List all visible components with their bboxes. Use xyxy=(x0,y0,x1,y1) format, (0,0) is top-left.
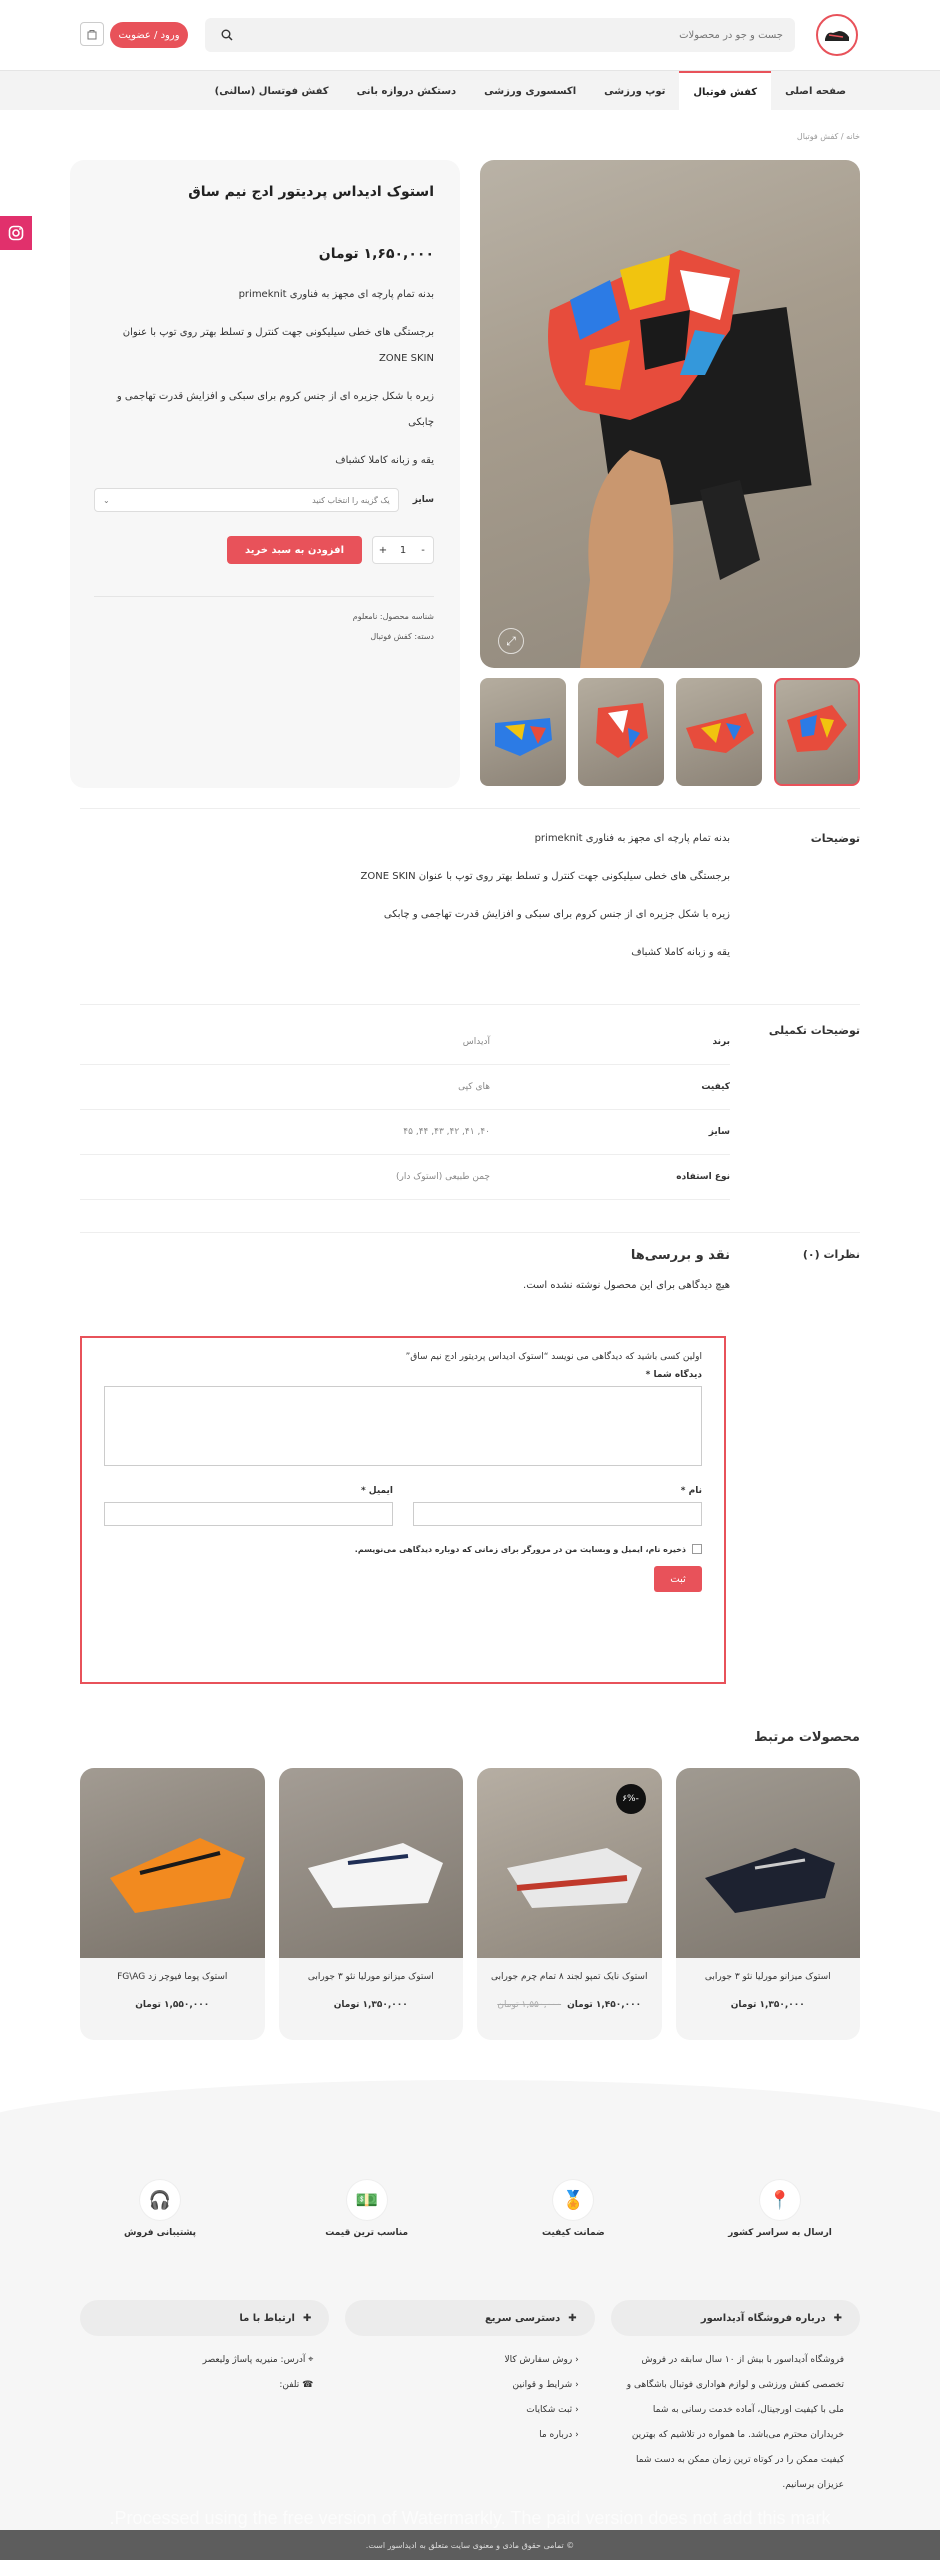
product-card-price: ۱,۳۵۰,۰۰۰ تومان xyxy=(333,2000,408,2010)
feature-line: بدنه تمام پارچه ای مجهز به فناوری primeknit xyxy=(238,289,434,300)
nav-item-futsal[interactable]: کفش فوتسال (سالنی) xyxy=(214,85,329,97)
footer-heading-text: درباره فروشگاه آدیداسور xyxy=(700,2312,826,2324)
feature-line: برجستگی های خطی سیلیکونی جهت کنترل و تسلط بهتر روی توپ با عنوان ZONE SKIN xyxy=(122,327,434,364)
location-icon: 📍 xyxy=(760,2180,800,2220)
product-card-price: ۱,۵۵۰,۰۰۰ تومان xyxy=(135,2000,210,2010)
attr-value: آدیداس xyxy=(462,1037,490,1047)
thumbnail-strip xyxy=(480,678,860,788)
main-nav xyxy=(0,70,940,110)
feature-item xyxy=(700,2180,860,2238)
contact-phone-text: تلفن: xyxy=(279,2380,300,2390)
product-main-image[interactable] xyxy=(480,160,860,668)
footer-heading xyxy=(80,2300,329,2336)
attr-value: های کپی xyxy=(458,1082,490,1092)
product-sku: شناسه محصول: نامعلوم xyxy=(352,612,434,621)
name-label: نام * xyxy=(680,1486,702,1496)
footer-about-text: فروشگاه آدیداسور با بیش از ۱۰ سال سابقه در فروش تخصصی کفش ورزشی و لوازم هواداری فوتبال باشگاهی و ملی با کیفیت اورجینال، آماده خدمت رسانی به شما خریداران محترم می‌باشد. ما همواره در تلاشیم که بهترین کیفیت ممکن را در کوتاه ترین زمان ممکن به دست شما عزیزان برسانیم. xyxy=(626,2355,844,2490)
product-meta xyxy=(94,596,434,647)
comment-textarea[interactable] xyxy=(104,1386,702,1466)
product-card-name[interactable]: استوک میزانو مورلیا نئو ۳ جورابی xyxy=(307,1972,434,1982)
instagram-icon[interactable] xyxy=(0,216,32,250)
footer-about xyxy=(611,2300,860,2510)
nav-item-gloves[interactable]: دستکش دروازه بانی xyxy=(356,85,457,97)
chevron-left-icon: ‹ xyxy=(572,2380,579,2390)
quantity-stepper[interactable] xyxy=(372,536,434,564)
tab-reviews[interactable]: نظرات (۰) xyxy=(802,1248,860,1261)
footer-columns xyxy=(80,2300,860,2510)
save-info-checkbox[interactable] xyxy=(692,1544,702,1554)
feature-title: مناسب ترین قیمت xyxy=(325,2228,409,2238)
attr-key: کیفیت xyxy=(701,1082,730,1092)
footer-heading xyxy=(345,2300,594,2336)
product-card[interactable] xyxy=(477,1768,662,2040)
product-card-image[interactable] xyxy=(80,1768,265,1958)
quick-link[interactable] xyxy=(361,2398,578,2423)
product-card[interactable] xyxy=(676,1768,861,2040)
size-select[interactable] xyxy=(94,488,399,512)
table-row xyxy=(80,1155,730,1200)
name-input[interactable] xyxy=(413,1502,702,1526)
submit-review-button[interactable]: ثبت xyxy=(654,1566,702,1592)
reviews-title: نقد و بررسی‌ها xyxy=(630,1248,730,1263)
nav-item-accessories[interactable]: اکسسوری ورزشی xyxy=(484,85,577,97)
review-note: اولین کسی باشید که دیدگاهی می نویسد “استوک ادیداس پردیتور ادج نیم ساق” xyxy=(405,1352,702,1362)
login-button[interactable]: ورود / عضویت xyxy=(110,22,188,48)
review-fields-row xyxy=(104,1486,702,1526)
feature-item xyxy=(287,2180,447,2238)
zoom-icon[interactable]: ⤢ xyxy=(498,628,524,654)
name-field-col xyxy=(413,1486,702,1526)
size-row xyxy=(94,488,434,512)
chevron-left-icon: ‹ xyxy=(572,2430,579,2440)
plus-icon: ✚ xyxy=(302,2312,312,2324)
tab-description[interactable]: توضیحات xyxy=(810,832,860,845)
footer-contact xyxy=(80,2300,329,2510)
table-row xyxy=(80,1020,730,1065)
attr-key: سایز xyxy=(708,1127,730,1137)
description-content xyxy=(210,820,730,972)
header xyxy=(0,0,940,70)
feature-title: ضمانت کیفیت xyxy=(541,2228,605,2238)
thumbnail[interactable] xyxy=(676,678,762,786)
attr-value: ۴۰, ۴۱, ۴۲, ۴۳, ۴۴, ۴۵ xyxy=(403,1127,490,1137)
contact-address-text: آدرس: منیریه پاساژ ولیعصر xyxy=(202,2355,306,2365)
product-card-price xyxy=(477,2000,662,2010)
qty-minus-button[interactable]: - xyxy=(421,544,425,556)
table-row xyxy=(80,1065,730,1110)
product-card-name[interactable]: استوک میزانو مورلیا نئو ۳ جورابی xyxy=(704,1972,831,1982)
chevron-left-icon: ‹ xyxy=(572,2355,579,2365)
feature-line: یقه و زبانه کاملا کشباف xyxy=(631,947,730,958)
footer-heading-text: دسترسی سریع xyxy=(484,2312,561,2324)
wallet-icon: 💵 xyxy=(347,2180,387,2220)
size-select-value: یک گزینه را انتخاب کنید xyxy=(312,495,390,505)
contact-list xyxy=(80,2336,329,2410)
tab-additional[interactable]: توضیحات تکمیلی xyxy=(768,1024,860,1037)
save-info-row xyxy=(104,1544,702,1554)
product-card-image[interactable] xyxy=(279,1768,464,1958)
thumbnail[interactable] xyxy=(774,678,860,786)
quick-link-text[interactable]: روش سفارش کالا xyxy=(504,2355,573,2365)
quick-link-text[interactable]: ثبت شکایات xyxy=(526,2405,573,2415)
medal-icon: 🏅 xyxy=(553,2180,593,2220)
nav-item-home[interactable]: صفحه اصلی xyxy=(785,85,846,97)
table-row xyxy=(80,1110,730,1155)
price-old: ۱,۵۵۰,۰۰۰ تومان xyxy=(497,2000,562,2010)
quick-links-list xyxy=(345,2336,594,2460)
phone-icon: ☎ xyxy=(299,2380,314,2390)
search-input[interactable] xyxy=(237,30,783,41)
map-pin-icon: ⌖ xyxy=(305,2355,314,2365)
size-label: سایز xyxy=(412,495,434,505)
divider xyxy=(80,808,860,809)
save-info-label: ذخیره نام، ایمیل و وبسایت من در مرورگر برای زمانی که دوباره دیدگاهی می‌نویسم. xyxy=(354,1544,686,1554)
product-category[interactable]: دسته: کفش فوتبال xyxy=(370,632,434,641)
reviews-empty-text: هیچ دیدگاهی برای این محصول نوشته نشده است. xyxy=(523,1280,730,1291)
feature-strip xyxy=(80,2180,860,2238)
divider xyxy=(80,1004,860,1005)
attr-key: نوع استفاده xyxy=(676,1172,730,1182)
attributes-table xyxy=(80,1020,730,1200)
plus-icon: ✚ xyxy=(833,2312,842,2324)
thumbnail[interactable] xyxy=(480,678,566,786)
product-card[interactable] xyxy=(80,1768,265,2040)
feature-line: زیره با شکل جزیره ای از جنس کروم برای سبکی و افزایش قدرت تهاجمی و چابکی xyxy=(116,391,434,428)
quick-link[interactable] xyxy=(361,2348,578,2373)
qty-value[interactable]: 1 xyxy=(399,544,407,556)
cart-icon[interactable] xyxy=(80,22,104,46)
contact-phone xyxy=(96,2373,313,2398)
search-bar xyxy=(205,18,795,52)
feature-line: زیره با شکل جزیره ای از جنس کروم برای سبکی و افزایش قدرت تهاجمی و چابکی xyxy=(383,909,730,920)
quick-link-text[interactable]: درباره ما xyxy=(539,2430,573,2440)
email-input[interactable] xyxy=(104,1502,393,1526)
review-form xyxy=(80,1336,726,1684)
product-title: استوک ادیداس پردیتور ادج نیم ساق xyxy=(188,184,434,200)
product-short-description xyxy=(96,282,434,474)
feature-title: ارسال به سراسر کشور xyxy=(728,2228,832,2238)
contact-address xyxy=(96,2348,313,2373)
support-icon: 🎧 xyxy=(140,2180,180,2220)
product-price: ۱,۶۵۰,۰۰۰ تومان xyxy=(318,246,434,262)
nav-item-football-shoes[interactable]: کفش فوتبال xyxy=(679,71,771,111)
email-field-col xyxy=(104,1486,393,1526)
product-card-name[interactable]: استوک نایک تمپو لجند ۸ تمام چرم جورابی xyxy=(491,1972,648,1982)
attr-value: چمن طبیعی (استوک دار) xyxy=(396,1172,490,1182)
add-to-cart-row xyxy=(227,536,434,564)
feature-line: برجستگی های خطی سیلیکونی جهت کنترل و تسلط بهتر روی توپ با عنوان ZONE SKIN xyxy=(360,871,730,882)
quick-link-text[interactable]: شرایط و قوانین xyxy=(512,2380,573,2390)
price-current: ۱,۴۵۰,۰۰۰ تومان xyxy=(567,2000,642,2010)
product-summary xyxy=(70,160,460,788)
qty-plus-button[interactable]: + xyxy=(378,544,388,556)
copyright: © تمامی حقوق مادی و معنوی سایت متعلق به ادیداسور است. xyxy=(0,2530,940,2560)
footer-heading xyxy=(611,2300,860,2336)
quick-link[interactable] xyxy=(361,2373,578,2398)
thumbnail[interactable] xyxy=(578,678,664,786)
chevron-left-icon: ‹ xyxy=(572,2405,579,2415)
feature-line: یقه و زبانه کاملا کشباف xyxy=(335,455,434,466)
product-card[interactable] xyxy=(279,1768,464,2040)
site-logo[interactable] xyxy=(816,14,858,56)
footer-quick-links xyxy=(345,2300,594,2510)
feature-title: پشتیبانی فروش xyxy=(124,2228,197,2238)
product-card-image[interactable] xyxy=(676,1768,861,1958)
feature-line: بدنه تمام پارچه ای مجهز به فناوری primeknit xyxy=(534,833,730,844)
search-icon[interactable] xyxy=(217,25,237,45)
plus-icon: ✚ xyxy=(568,2312,577,2324)
feature-item xyxy=(493,2180,653,2238)
nav-item-balls[interactable]: توپ ورزشی xyxy=(604,85,666,97)
attr-key: برند xyxy=(712,1037,730,1047)
email-label: ایمیل * xyxy=(360,1486,393,1496)
chevron-down-icon: ⌄ xyxy=(103,495,110,505)
related-products xyxy=(80,1768,860,2040)
product-card-name[interactable]: استوک پوما فیوچر زد FG\AG xyxy=(117,1972,228,1982)
quick-link[interactable] xyxy=(361,2423,578,2448)
add-to-cart-button[interactable]: افزودن به سبد خرید xyxy=(227,536,362,564)
comment-label: دیدگاه شما * xyxy=(645,1370,702,1380)
divider xyxy=(80,1232,860,1233)
breadcrumb[interactable]: خانه / کفش فوتبال xyxy=(796,132,860,141)
product-card-price: ۱,۳۵۰,۰۰۰ تومان xyxy=(730,2000,805,2010)
footer-heading-text: ارتباط با ما xyxy=(239,2312,295,2324)
discount-badge: -۶% xyxy=(616,1784,646,1814)
related-title: محصولات مرتبط xyxy=(754,1730,860,1745)
watermark-text: Processed using the free version of Watermarkly. The paid version does not add this mark. xyxy=(109,2508,831,2528)
feature-item xyxy=(80,2180,240,2238)
